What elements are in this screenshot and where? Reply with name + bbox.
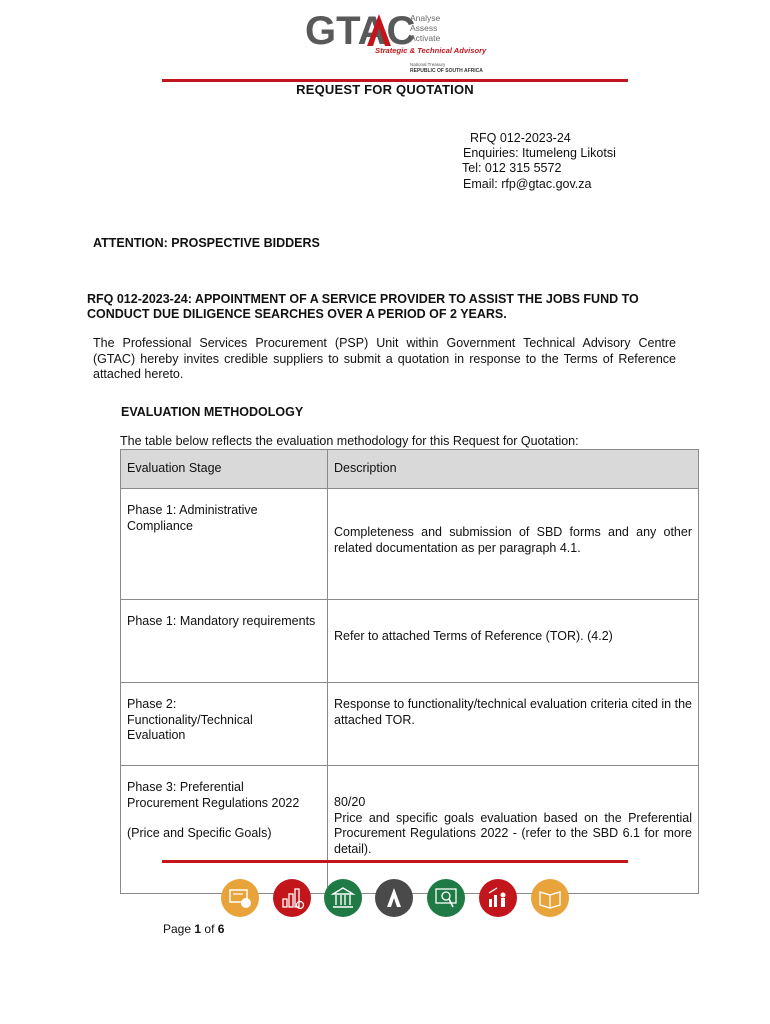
stage-cell: Phase 2: Functionality/Technical Evaluation bbox=[121, 683, 328, 766]
page-total: 6 bbox=[217, 922, 225, 936]
logo-subtitle: Strategic & Technical Advisory bbox=[375, 46, 487, 55]
page-number bbox=[163, 922, 224, 936]
gtac-logo bbox=[305, 10, 490, 76]
stage-cell: Phase 1: Administrative Compliance bbox=[121, 489, 328, 600]
government-building-icon bbox=[324, 879, 362, 917]
table-row bbox=[121, 489, 699, 600]
description-cell: Response to functionality/technical evaluation criteria cited in the attached TOR. bbox=[328, 683, 699, 766]
page-current: 1 bbox=[194, 922, 202, 936]
attention-heading: ATTENTION: PROSPECTIVE BIDDERS bbox=[93, 236, 320, 250]
contact-enquiries: Enquiries: Itumeleng Likotsi bbox=[463, 146, 616, 160]
growth-person-icon bbox=[479, 879, 517, 917]
contact-tel: Tel: 012 315 5572 bbox=[462, 161, 562, 175]
description-cell: Refer to attached Terms of Reference (TOR). (4.2) bbox=[328, 600, 699, 683]
footer-rule bbox=[162, 860, 628, 863]
logo-tagline-1: Analyse bbox=[410, 13, 441, 23]
header-description: Description bbox=[328, 450, 699, 489]
page-of: of bbox=[204, 922, 215, 936]
stage-note: (Price and Specific Goals) bbox=[127, 826, 272, 840]
stage-cell bbox=[121, 766, 328, 894]
evaluation-table bbox=[120, 449, 699, 894]
table-row bbox=[121, 766, 699, 894]
logo-tagline-2: Assess bbox=[410, 23, 438, 33]
open-book-icon bbox=[531, 879, 569, 917]
contact-rfq: RFQ 012-2023-24 bbox=[470, 131, 571, 145]
presentation-chart-icon bbox=[221, 879, 259, 917]
contact-email: Email: rfp@gtac.gov.za bbox=[463, 177, 592, 191]
logo-word: GTAC bbox=[305, 10, 416, 53]
stage-cell: Phase 1: Mandatory requirements bbox=[121, 600, 328, 683]
page-label: Page bbox=[163, 922, 192, 936]
logo-treasury-line2: REPUBLIC OF SOUTH AFRICA bbox=[410, 68, 483, 74]
description-text: Price and specific goals evaluation based on the Preferential Procurement Regulations 2022 - (refer to the SBD 6.1 for more detail). bbox=[334, 810, 692, 856]
table-row bbox=[121, 683, 699, 766]
magnifier-target-icon bbox=[427, 879, 465, 917]
description-cell bbox=[328, 766, 699, 894]
intro-paragraph: The Professional Services Procurement (PSP) Unit within Government Technical Advisory Centre (GTAC) hereby invites credible suppliers to submit a quotation in response to the Terms of Reference attached hereto. bbox=[93, 336, 676, 381]
gtac-arrow-icon bbox=[375, 879, 413, 917]
bar-chart-icon bbox=[273, 879, 311, 917]
logo-tagline-3: Activate bbox=[410, 33, 441, 43]
stage-text: Phase 3: Preferential Procurement Regulations 2022 bbox=[127, 780, 300, 810]
evaluation-heading: EVALUATION METHODOLOGY bbox=[121, 405, 304, 419]
table-row bbox=[121, 600, 699, 683]
document-title: REQUEST FOR QUOTATION bbox=[296, 82, 474, 97]
table-header-row bbox=[121, 450, 699, 489]
description-cell: Completeness and submission of SBD forms and any other related documentation as per paragraph 4.1. bbox=[328, 489, 699, 600]
table-intro: The table below reflects the evaluation methodology for this Request for Quotation: bbox=[120, 434, 579, 448]
logo-treasury-line1: National Treasury bbox=[410, 62, 446, 67]
header-evaluation-stage: Evaluation Stage bbox=[121, 450, 328, 489]
rfq-heading: RFQ 012-2023-24: APPOINTMENT OF A SERVICE PROVIDER TO ASSIST THE JOBS FUND TO CONDUCT DUE DILIGENCE SEARCHES OVER A PERIOD OF 2 YEARS. bbox=[87, 292, 639, 321]
description-ratio: 80/20 bbox=[334, 795, 366, 809]
